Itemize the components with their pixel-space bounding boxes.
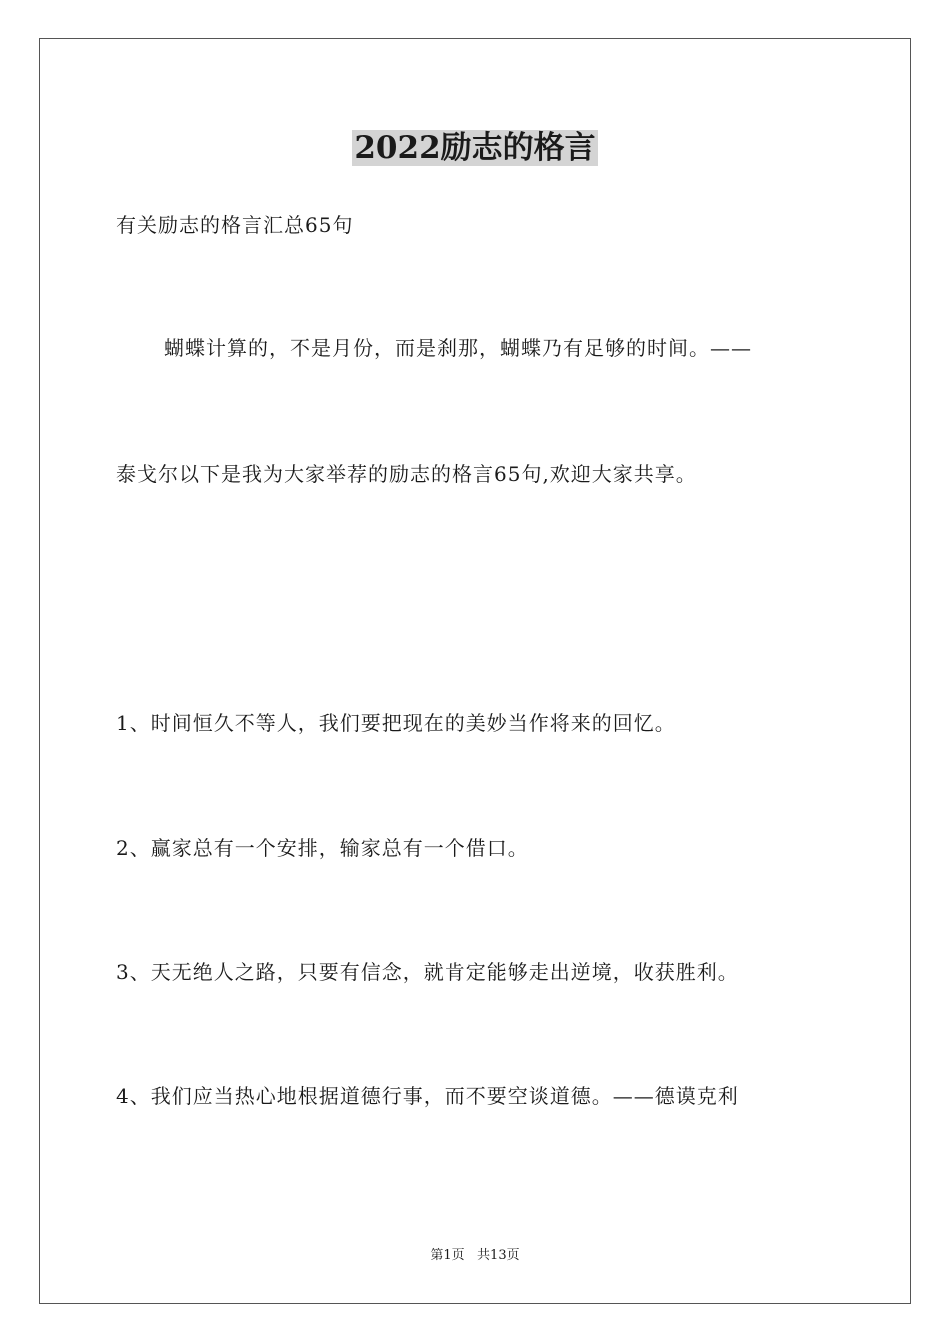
title-text: 2022励志的格言 [354,130,596,166]
quote-item-2: 2、赢家总有一个安排，输家总有一个借口。 [116,836,529,860]
quote-item-3: 3、天无绝人之路，只要有信念，就肯定能够走出逆境，收获胜利。 [116,960,739,984]
page-number-footer: 第1页 共13页 [430,1248,520,1263]
quote-item-1: 1、时间恒久不等人，我们要把现在的美妙当作将来的回忆。 [116,711,676,735]
document-title [0,128,950,168]
intro-paragraph-line-2: 泰戈尔以下是我为大家举荐的励志的格言65句,欢迎大家共享。 [116,462,697,486]
document-subtitle: 有关励志的格言汇总65句 [116,213,354,237]
intro-paragraph-line-1: 蝴蝶计算的，不是月份，而是刹那，蝴蝶乃有足够的时间。—— [164,336,752,360]
quote-item-4: 4、我们应当热心地根据道德行事，而不要空谈道德。——德谟克利 [116,1084,739,1108]
